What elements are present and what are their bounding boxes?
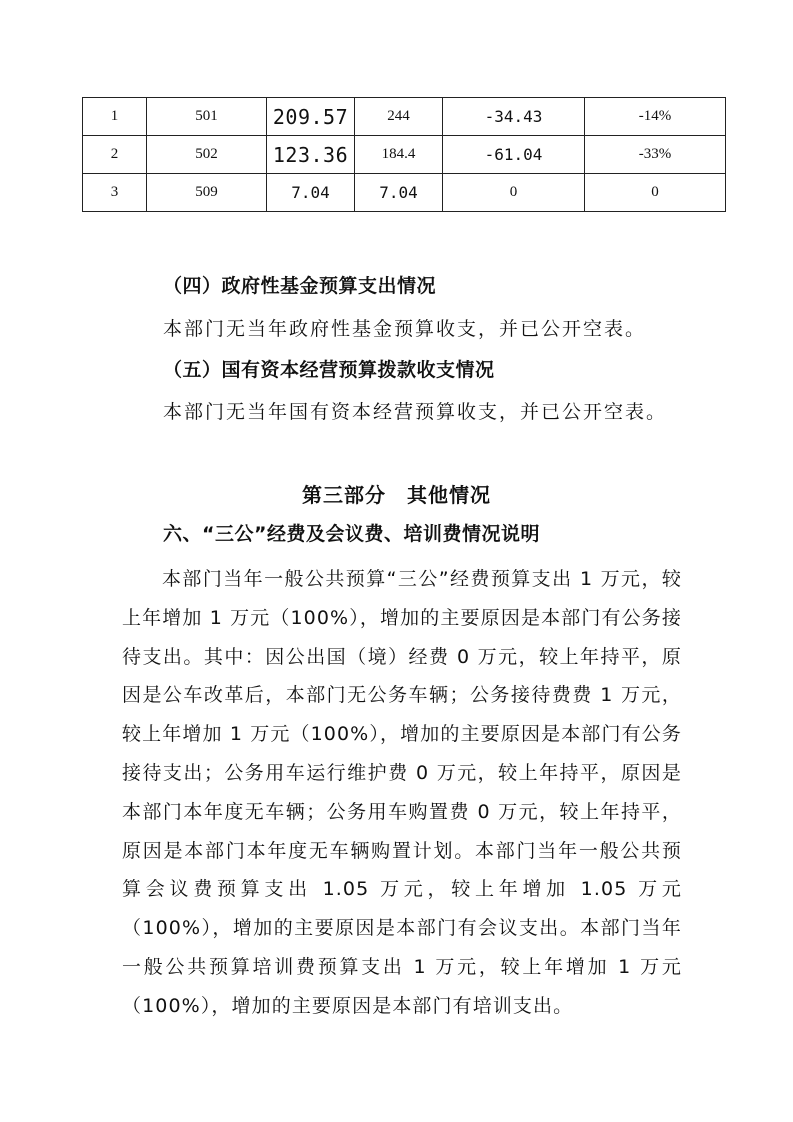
row-number: 3 — [83, 174, 147, 212]
budget-table — [82, 97, 726, 212]
change-amount: -61.04 — [443, 136, 585, 174]
change-percent: -14% — [585, 98, 726, 136]
section-5-heading: （五）国有资本经营预算拨款收支情况 — [163, 359, 495, 381]
section-5-text: 本部门无当年国有资本经营预算收支，并已公开空表。 — [163, 401, 668, 423]
section-4-text: 本部门无当年政府性基金预算收支，并已公开空表。 — [163, 318, 647, 340]
table-row — [83, 98, 726, 136]
current-year-value: 7.04 — [267, 174, 355, 212]
current-year-value: 209.57 — [267, 98, 355, 136]
change-amount: -34.43 — [443, 98, 585, 136]
economic-code: 502 — [147, 136, 267, 174]
prior-year-value: 184.4 — [355, 136, 443, 174]
row-number: 2 — [83, 136, 147, 174]
change-percent: -33% — [585, 136, 726, 174]
table-row — [83, 136, 726, 174]
table-row — [83, 174, 726, 212]
part-three-title: 第三部分 其他情况 — [302, 483, 491, 507]
economic-code: 501 — [147, 98, 267, 136]
section-6-heading: 六、“三公”经费及会议费、培训费情况说明 — [163, 523, 540, 545]
row-number: 1 — [83, 98, 147, 136]
economic-code: 509 — [147, 174, 267, 212]
section-4-heading: （四）政府性基金预算支出情况 — [163, 275, 437, 297]
change-percent: 0 — [585, 174, 726, 212]
change-amount: 0 — [443, 174, 585, 212]
section-6-body: 本部门当年一般公共预算“三公”经费预算支出 1 万元，较上年增加 1 万元（100%），增加的主要原因是本部门有公务接待支出。其中：因公出国（境）经费 0 万元，较上年持平，原因是公车改革后，本部门无公务车辆；公务接待费费 1 万元，较上年增加 1 万元（100%），增加的主要原因是本部门有公务接待支出；公务用车运行维护费 0 万元，较上年持平，原因是本部门本年度无车辆；公务用车购置费 0 万元，较上年持平，原因是本部门本年度无车辆购置计划。本部门当年一般公共预算会议费预算支出 1.05 万元，较上年增加 1.05 万元（100%），增加的主要原因是本部门有会议支出。本部门当年一般公共预算培训费预算支出 1 万元，较上年增加 1 万元（100%），增加的主要原因是本部门有培训支出。 — [122, 568, 682, 1017]
current-year-value: 123.36 — [267, 136, 355, 174]
prior-year-value: 244 — [355, 98, 443, 136]
prior-year-value: 7.04 — [355, 174, 443, 212]
